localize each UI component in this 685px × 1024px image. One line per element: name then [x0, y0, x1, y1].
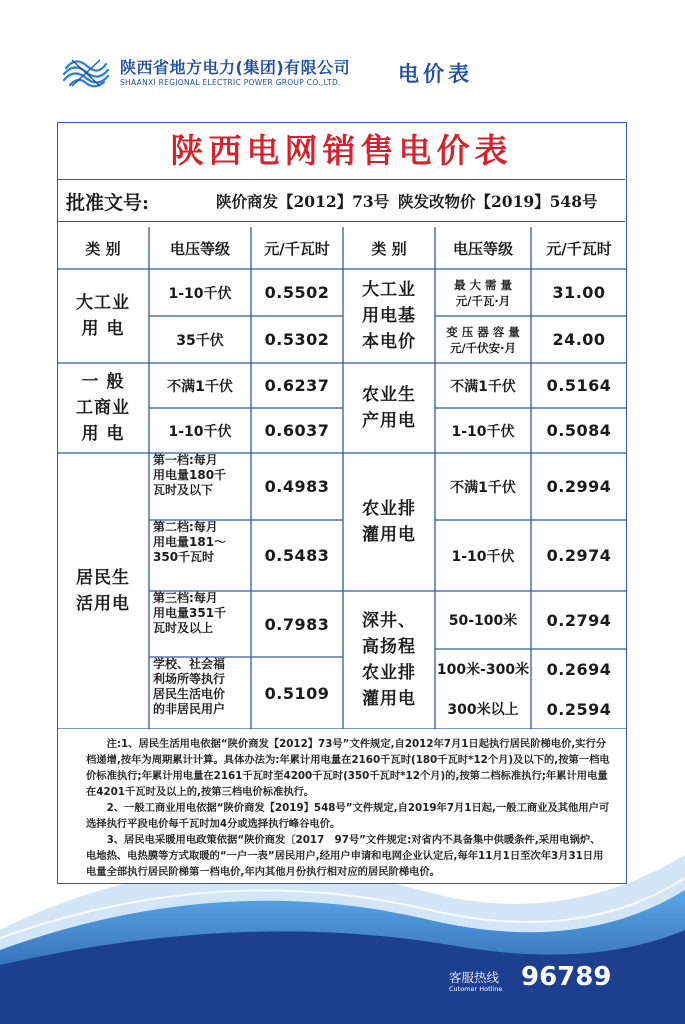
label-line: 变 压 器 容 量	[446, 324, 520, 339]
category-general-commercial	[57, 363, 149, 453]
hotline-number: 96789	[521, 962, 612, 992]
price-cell: 0.5109	[264, 683, 330, 703]
header-voltage-left: 电压等级	[169, 239, 230, 258]
header-voltage-right: 电压等级	[452, 239, 513, 258]
tier-description	[149, 591, 251, 657]
category-line: 农业生	[362, 385, 416, 405]
tier-line: 瓦时及以下	[153, 483, 214, 497]
depth-cell: 100米-300米	[436, 662, 530, 678]
voltage-cell: 1-10千伏	[451, 423, 515, 440]
category-line: 高扬程	[362, 637, 416, 657]
depth-cell: 300米以上	[447, 702, 519, 718]
category-line: 大工业	[76, 293, 130, 313]
depth-cell: 50-100米	[448, 613, 518, 629]
category-line: 本电价	[362, 332, 416, 352]
price-cell: 0.6237	[264, 376, 330, 395]
category-line: 活用电	[76, 594, 130, 614]
notes-section	[86, 736, 610, 880]
hotline-label-en: Cutomer Hotline	[449, 985, 503, 993]
approval-number-1: 陕价商发【2012】73号	[216, 192, 390, 211]
approval-row	[58, 179, 625, 222]
category-line: 一 般	[81, 372, 125, 392]
price-cell: 0.2994	[546, 477, 612, 496]
category-line: 用 电	[81, 319, 125, 339]
price-cell: 0.2594	[546, 699, 612, 719]
voltage-cell: 不满1千伏	[450, 378, 516, 395]
table-title: 陕西电网销售电价表	[58, 123, 625, 180]
price-cell: 0.2974	[546, 546, 612, 565]
category-deep-well	[343, 591, 435, 729]
price-cell: 0.5164	[546, 376, 612, 395]
voltage-cell: 不满1千伏	[167, 378, 233, 395]
category-agri-production	[343, 363, 435, 453]
voltage-cell: 1-10千伏	[168, 285, 232, 302]
voltage-cell: 1-10千伏	[168, 423, 232, 440]
category-line: 用 电	[81, 424, 125, 444]
note-2: 2、一般工商业用电依据“陕价商发【2019】548号”文件规定,自2019年7月1日起,一般工商业及其他用户可选择执行平段电价每千瓦时加4分或选择执行峰谷电价。	[86, 802, 610, 830]
price-cell: 0.5483	[264, 546, 330, 565]
category-line: 居民生	[76, 568, 130, 588]
category-line: 灌用电	[362, 689, 416, 709]
category-line: 农业排	[362, 663, 416, 683]
tier-line: 的非居民用户	[153, 702, 226, 716]
company-name-en: SHAANXI REGIONAL ELECTRIC POWER GROUP CO.,LTD.	[120, 78, 341, 87]
tier-line: 第三档:每月	[153, 591, 218, 605]
price-cell: 0.2794	[546, 610, 612, 630]
price-cell: 0.6037	[264, 421, 330, 440]
category-line: 灌用电	[362, 525, 416, 545]
category-residential	[57, 453, 149, 729]
category-line: 大工业	[362, 280, 416, 300]
note-1: 注:1、居民生活用电依据“陕价商发【2012】73号”文件规定,自2012年7月1日起执行居民阶梯电价,实行分档递增,按年为周期累计计算。具体办法为:年累计用电量在2160千瓦时(180千瓦时*12个月)及以下的,按第一档电价标准执行;年累计用电量在2161千瓦时至4200千瓦时(350千瓦时*12个月)的,按第二档标准执行;年累计用电量在4201千瓦时及以上的,按第三档电价标准执行。	[86, 738, 610, 798]
approval-label: 批准文号:	[66, 192, 150, 214]
tier-line: 用电量181～	[153, 535, 227, 549]
tier-line: 学校、社会福	[153, 657, 226, 671]
category-basic-charge	[343, 269, 435, 363]
price-cell: 0.7983	[264, 614, 330, 634]
label-line: 元/千伏安·月	[449, 340, 517, 355]
document-title: 电价表	[398, 62, 473, 86]
category-industrial	[57, 269, 149, 363]
page-header	[0, 0, 685, 110]
basic-charge-label	[435, 316, 531, 363]
category-line: 农业排	[362, 499, 416, 519]
price-grid	[57, 227, 627, 729]
basic-charge-label	[435, 269, 531, 316]
tier-line: 第二档:每月	[153, 520, 218, 534]
company-logo-icon	[60, 52, 112, 92]
tier-description	[149, 520, 251, 591]
price-cell: 0.4983	[264, 477, 330, 496]
tier-line: 居民生活电价	[153, 687, 226, 701]
note-3: 3、居民电采暖用电政策依据“陕价商发〔2017 97号”文件规定:对省内不具备集中供暖条件,采用电锅炉、电地热、电热膜等方式取暖的“一户一表”居民用户,经用户申请和电网企业认定后,每年11月1日至次年3月31日用电量全部执行居民阶梯第一档电价,年内其他月份执行相对应的居民阶梯电价。	[86, 834, 604, 878]
approval-number-2: 陕发改物价【2019】548号	[398, 192, 598, 211]
header-category-right: 类 别	[371, 239, 407, 258]
price-cell: 0.5084	[546, 421, 612, 440]
category-line: 工商业	[76, 398, 130, 418]
hotline-label: 客服热线	[449, 970, 500, 985]
voltage-cell: 不满1千伏	[450, 479, 516, 496]
price-cell: 0.5302	[264, 330, 330, 349]
tier-description	[149, 657, 251, 729]
label-line: 最 大 需 量	[453, 277, 512, 292]
label-line: 元/千瓦·月	[455, 293, 511, 308]
company-name-cn: 陕西省地方电力(集团)有限公司	[120, 58, 351, 77]
header-category-left: 类 别	[85, 239, 121, 258]
price-cell: 0.2694	[546, 659, 612, 679]
tier-line: 瓦时及以上	[153, 621, 214, 635]
price-cell: 0.5502	[264, 283, 330, 302]
tier-description	[149, 453, 251, 520]
category-line: 用电基	[362, 306, 416, 326]
category-line: 深井、	[362, 611, 416, 631]
price-cell: 24.00	[552, 330, 606, 349]
tier-line: 用电量351千	[153, 606, 227, 620]
header-price-left: 元/千瓦时	[264, 239, 330, 258]
header-price-right: 元/千瓦时	[546, 239, 612, 258]
tier-line: 第一档:每月	[153, 453, 218, 467]
price-cell: 31.00	[552, 283, 606, 302]
category-line: 产用电	[362, 411, 416, 431]
category-agri-drainage	[343, 453, 435, 591]
voltage-cell: 1-10千伏	[451, 548, 515, 565]
tier-line: 用电量180千	[153, 468, 227, 482]
tier-line: 350千瓦时	[153, 550, 215, 564]
voltage-cell: 35千伏	[176, 332, 224, 349]
tier-line: 利场所等执行	[153, 672, 226, 686]
